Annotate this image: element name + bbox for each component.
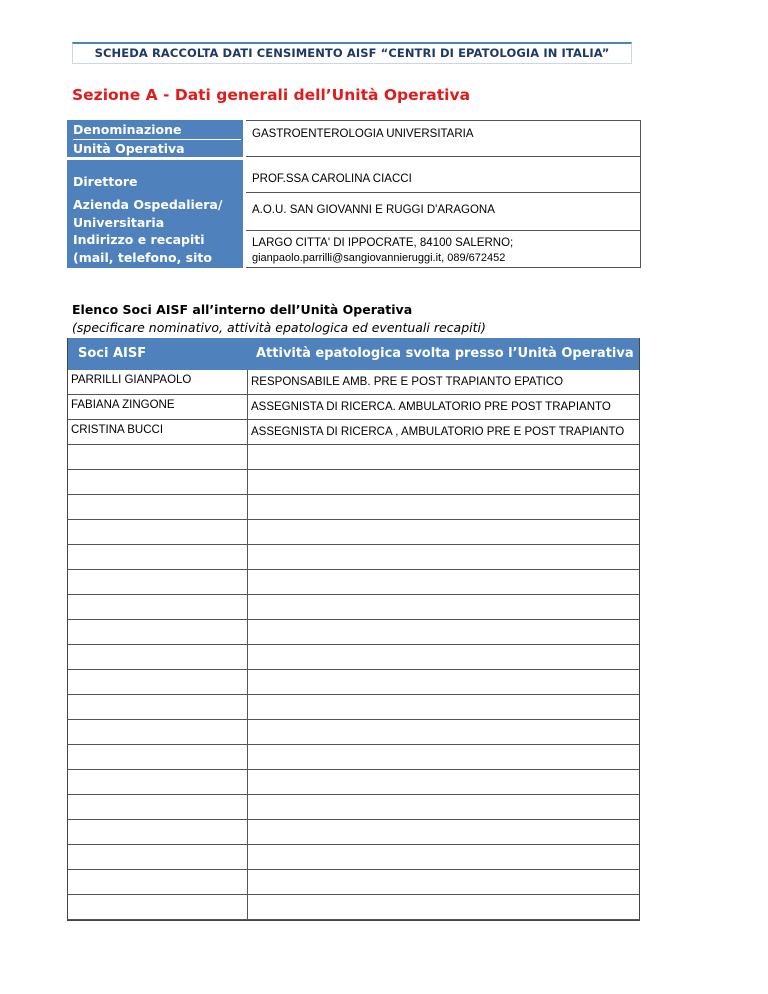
row-denominazione <box>67 120 641 157</box>
empty-table-row <box>68 495 639 520</box>
value-azienda: A.O.U. SAN GIOVANNI E RUGGI D'ARAGONA <box>246 193 641 231</box>
empty-table-row <box>68 595 639 620</box>
table-row <box>68 395 639 420</box>
socio-name <box>68 570 248 594</box>
socio-name <box>68 545 248 569</box>
empty-table-row <box>68 645 639 670</box>
empty-table-row <box>68 870 639 895</box>
label-line: Unità Operativa <box>73 141 185 156</box>
socio-activity <box>248 470 639 494</box>
socio-name <box>68 595 248 619</box>
value-direttore: PROF.SSA CAROLINA CIACCI <box>246 157 641 193</box>
socio-name <box>68 870 248 894</box>
socio-activity <box>248 845 639 869</box>
socio-name: CRISTINA BUCCI <box>68 420 248 444</box>
empty-table-row <box>68 770 639 795</box>
empty-table-row <box>68 720 639 745</box>
label-denominazione <box>67 120 243 157</box>
socio-name <box>68 645 248 669</box>
table-row <box>68 420 639 445</box>
socio-activity <box>248 820 639 844</box>
socio-activity <box>248 895 639 919</box>
socio-name <box>68 770 248 794</box>
socio-activity <box>248 570 639 594</box>
empty-table-row <box>68 470 639 495</box>
column-header-soci: Soci AISF <box>78 346 147 361</box>
address-line: LARGO CITTA' DI IPPOCRATE, 84100 SALERNO; <box>252 237 514 249</box>
empty-table-row <box>68 745 639 770</box>
empty-table-row <box>68 545 639 570</box>
value-denominazione: GASTROENTEROLOGIA UNIVERSITARIA <box>246 120 641 157</box>
soci-table-header <box>68 338 639 370</box>
socio-name <box>68 745 248 769</box>
socio-name: FABIANA ZINGONE <box>68 395 248 419</box>
row-indirizzo <box>67 231 641 283</box>
socio-activity <box>248 545 639 569</box>
socio-name <box>68 695 248 719</box>
empty-rows <box>68 445 639 920</box>
socio-name <box>68 445 248 469</box>
soci-heading: Elenco Soci AISF all’interno dell’Unità Operativa <box>72 302 413 317</box>
row-direttore <box>67 157 641 193</box>
socio-name <box>68 670 248 694</box>
socio-activity <box>248 870 639 894</box>
socio-name <box>68 620 248 644</box>
empty-table-row <box>68 795 639 820</box>
empty-table-row <box>68 520 639 545</box>
socio-activity <box>248 520 639 544</box>
empty-table-row <box>68 620 639 645</box>
empty-table-row <box>68 445 639 470</box>
socio-name: PARRILLI GIANPAOLO <box>68 370 248 394</box>
socio-activity <box>248 795 639 819</box>
soci-table <box>67 338 640 921</box>
label-line: (mail, telefono, sito web) <box>73 250 212 283</box>
socio-activity: ASSEGNISTA DI RICERCA , AMBULATORIO PRE E POST TRAPIANTO <box>251 426 625 438</box>
socio-name <box>68 895 248 919</box>
socio-activity <box>248 620 639 644</box>
socio-name <box>68 470 248 494</box>
empty-table-row <box>68 670 639 695</box>
empty-table-row <box>68 845 639 870</box>
section-title: Sezione A - Dati generali dell’Unità Operativa <box>72 86 471 104</box>
label-azienda <box>67 193 243 231</box>
empty-table-row <box>68 820 639 845</box>
page-header: SCHEDA RACCOLTA DATI CENSIMENTO AISF “CENTRI DI EPATOLOGIA IN ITALIA” <box>72 42 632 64</box>
socio-activity: ASSEGNISTA DI RICERCA. AMBULATORIO PRE POST TRAPIANTO <box>251 401 611 413</box>
socio-activity <box>248 495 639 519</box>
table-row <box>68 370 639 395</box>
socio-activity <box>248 695 639 719</box>
row-azienda <box>67 193 641 231</box>
socio-name <box>68 495 248 519</box>
socio-activity <box>248 445 639 469</box>
label-indirizzo <box>67 231 243 283</box>
label-line: Universitaria <box>73 215 165 230</box>
socio-name <box>68 820 248 844</box>
label-line: Indirizzo e recapiti <box>73 232 205 247</box>
empty-table-row <box>68 695 639 720</box>
socio-name <box>68 795 248 819</box>
socio-activity: RESPONSABILE AMB. PRE E POST TRAPIANTO EPATICO <box>251 376 564 388</box>
empty-table-row <box>68 570 639 595</box>
label-direttore: Direttore <box>67 157 243 193</box>
general-data-table <box>67 120 641 283</box>
empty-table-row <box>68 895 639 920</box>
soci-note: (specificare nominativo, attività epatologica ed eventuali recapiti) <box>72 320 486 335</box>
label-line: Denominazione <box>73 121 241 140</box>
label-line: Azienda Ospedaliera/ <box>73 197 223 212</box>
socio-activity <box>248 670 639 694</box>
socio-name <box>68 845 248 869</box>
column-header-attivita: Attività epatologica svolta presso l’Unità Operativa <box>256 346 634 361</box>
socio-activity <box>248 770 639 794</box>
value-indirizzo <box>246 231 641 268</box>
contacts-line: gianpaolo.parrilli@sangiovannieruggi.it, 089/672452 <box>252 252 506 264</box>
socio-activity <box>248 645 639 669</box>
socio-activity <box>248 595 639 619</box>
socio-name <box>68 520 248 544</box>
socio-activity <box>248 720 639 744</box>
socio-name <box>68 720 248 744</box>
socio-activity <box>248 745 639 769</box>
